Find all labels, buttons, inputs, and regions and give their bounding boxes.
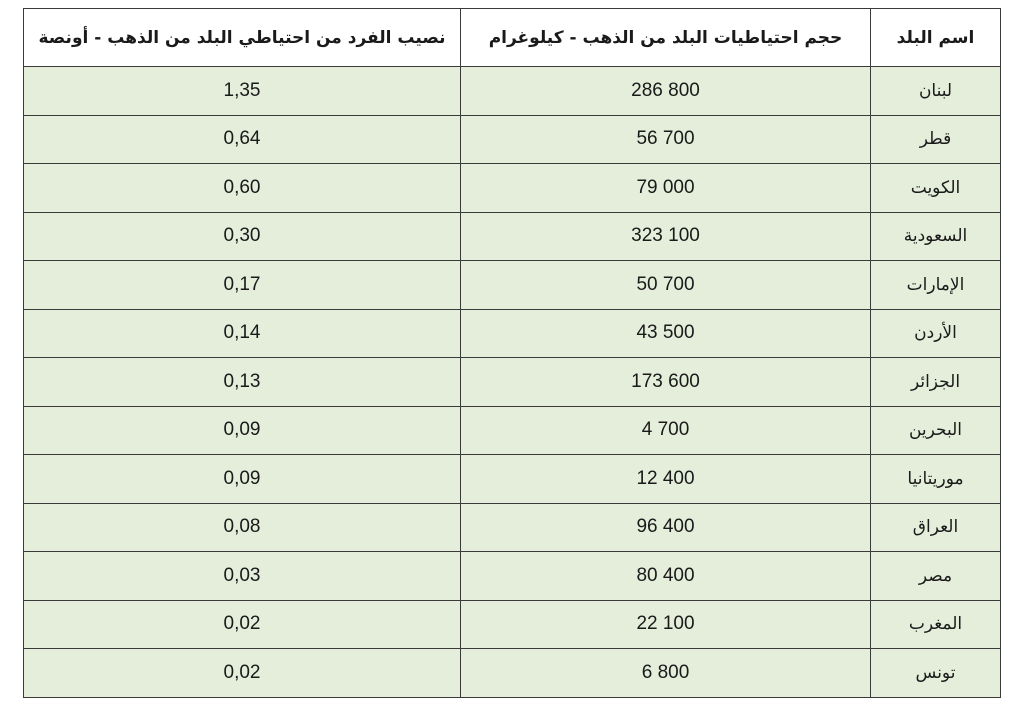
- share-cell: 0,17: [24, 261, 461, 310]
- table-row: [24, 309, 1001, 358]
- share-cell: 0,14: [24, 309, 461, 358]
- country-cell: الأردن: [871, 309, 1001, 358]
- country-cell: السعودية: [871, 212, 1001, 261]
- share-cell: 0,02: [24, 649, 461, 698]
- share-cell: 0,02: [24, 600, 461, 649]
- reserve-cell: 22 100: [461, 600, 871, 649]
- country-cell: العراق: [871, 503, 1001, 552]
- reserve-cell: 50 700: [461, 261, 871, 310]
- table-row: [24, 406, 1001, 455]
- table-header-row: [24, 9, 1001, 67]
- share-cell: 0,13: [24, 358, 461, 407]
- reserve-cell: 286 800: [461, 67, 871, 116]
- reserve-cell: 56 700: [461, 115, 871, 164]
- country-cell: قطر: [871, 115, 1001, 164]
- header-share: نصيب الفرد من احتياطي البلد من الذهب - أونصة: [24, 9, 461, 67]
- share-cell: 0,64: [24, 115, 461, 164]
- header-reserve: حجم احتياطيات البلد من الذهب - كيلوغرام: [461, 9, 871, 67]
- country-cell: لبنان: [871, 67, 1001, 116]
- country-cell: مصر: [871, 552, 1001, 601]
- reserve-cell: 173 600: [461, 358, 871, 407]
- gold-reserves-table-container: [23, 8, 1000, 698]
- table-row: [24, 552, 1001, 601]
- share-cell: 0,30: [24, 212, 461, 261]
- reserve-cell: 4 700: [461, 406, 871, 455]
- share-cell: 0,03: [24, 552, 461, 601]
- country-cell: الكويت: [871, 164, 1001, 213]
- reserve-cell: 96 400: [461, 503, 871, 552]
- share-cell: 0,60: [24, 164, 461, 213]
- table-row: [24, 649, 1001, 698]
- reserve-cell: 12 400: [461, 455, 871, 504]
- share-cell: 1,35: [24, 67, 461, 116]
- table-row: [24, 261, 1001, 310]
- table-row: [24, 164, 1001, 213]
- reserve-cell: 43 500: [461, 309, 871, 358]
- country-cell: الإمارات: [871, 261, 1001, 310]
- reserve-cell: 80 400: [461, 552, 871, 601]
- table-row: [24, 503, 1001, 552]
- country-cell: تونس: [871, 649, 1001, 698]
- table-row: [24, 115, 1001, 164]
- country-cell: موريتانيا: [871, 455, 1001, 504]
- table-row: [24, 600, 1001, 649]
- table-row: [24, 455, 1001, 504]
- header-country: اسم البلد: [871, 9, 1001, 67]
- share-cell: 0,09: [24, 406, 461, 455]
- reserve-cell: 79 000: [461, 164, 871, 213]
- share-cell: 0,09: [24, 455, 461, 504]
- reserve-cell: 6 800: [461, 649, 871, 698]
- country-cell: المغرب: [871, 600, 1001, 649]
- reserve-cell: 323 100: [461, 212, 871, 261]
- table-row: [24, 358, 1001, 407]
- table-row: [24, 212, 1001, 261]
- country-cell: الجزائر: [871, 358, 1001, 407]
- gold-reserves-table: [23, 8, 1001, 698]
- share-cell: 0,08: [24, 503, 461, 552]
- country-cell: البحرين: [871, 406, 1001, 455]
- table-row: [24, 67, 1001, 116]
